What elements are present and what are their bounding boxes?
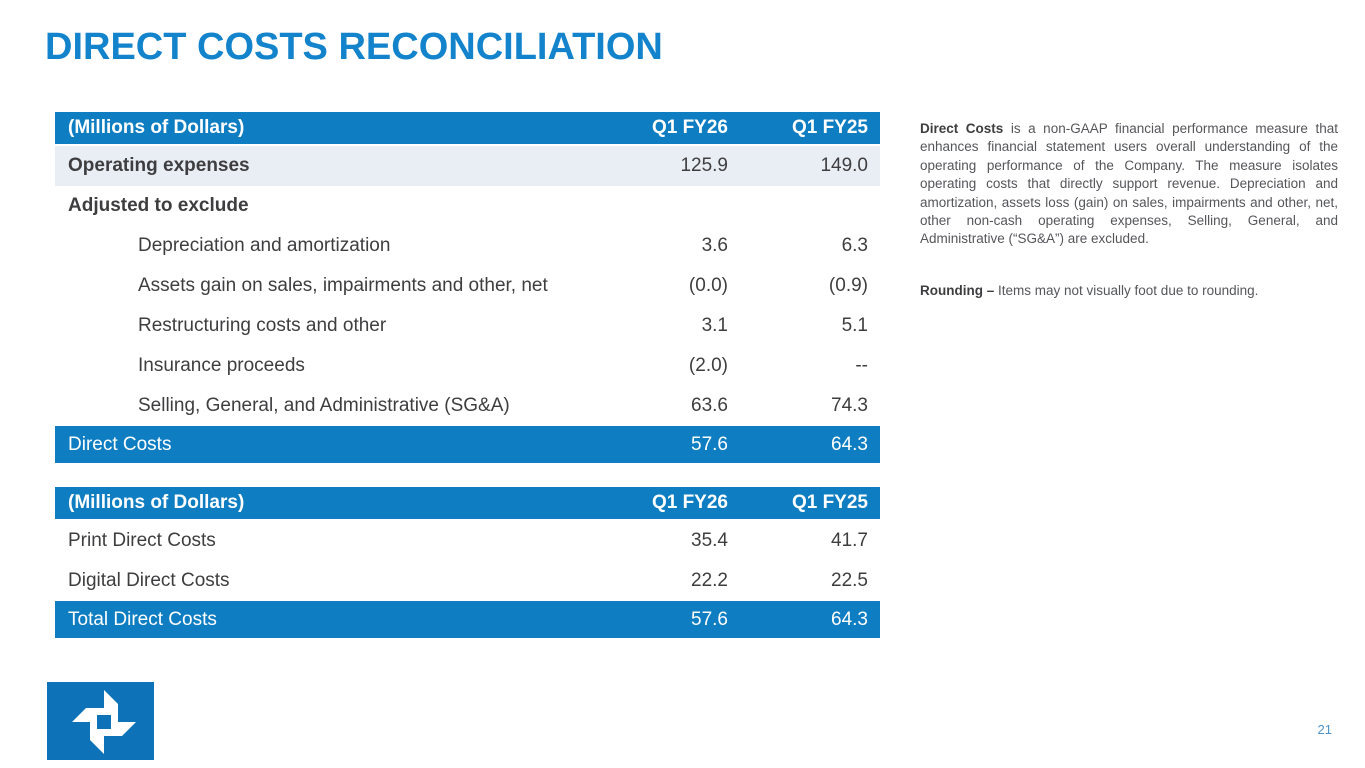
table-row bbox=[55, 306, 880, 346]
table-total-row bbox=[55, 601, 880, 638]
table-row bbox=[55, 226, 880, 266]
row-label: Adjusted to exclude bbox=[68, 195, 249, 216]
row-label: Digital Direct Costs bbox=[68, 570, 230, 591]
total-row-label: Direct Costs bbox=[68, 433, 172, 455]
row-value-fy25: 74.3 bbox=[831, 395, 868, 416]
row-value-fy25: 5.1 bbox=[841, 315, 868, 336]
row-value-fy26: (0.0) bbox=[688, 275, 728, 296]
row-value-fy25: (0.9) bbox=[828, 275, 868, 296]
table-header-row bbox=[55, 487, 880, 521]
table-row bbox=[55, 561, 880, 601]
row-label: Depreciation and amortization bbox=[138, 235, 391, 256]
direct-costs-reconciliation-table bbox=[55, 112, 880, 463]
row-value-fy26: 125.9 bbox=[680, 155, 728, 176]
page-number: 21 bbox=[1317, 722, 1332, 737]
table-row bbox=[55, 266, 880, 306]
total-value-fy25: 64.3 bbox=[831, 433, 868, 455]
notes-panel bbox=[920, 120, 1338, 300]
page-title: DIRECT COSTS RECONCILIATION bbox=[45, 26, 663, 68]
row-value-fy26: 22.2 bbox=[691, 570, 728, 591]
table-row bbox=[55, 146, 880, 186]
total-value-fy26: 57.6 bbox=[691, 608, 728, 630]
pinwheel-logo-icon bbox=[47, 682, 154, 760]
direct-costs-definition-text: is a non-GAAP financial performance measure that enhances financial statement users overall understanding of the operating performance of the Company. The measure isolates operating costs that directly support revenue. Depreciation and amortization, assets loss (gain) on sales, impairments and other, net, other non-cash operating expenses, Selling, General, and Administrative (“SG&A”) are excluded. bbox=[920, 121, 1338, 247]
column-header-q1-fy26: Q1 FY26 bbox=[651, 117, 728, 138]
row-label: Print Direct Costs bbox=[68, 530, 216, 551]
total-value-fy26: 57.6 bbox=[691, 433, 728, 455]
table-row bbox=[55, 386, 880, 426]
total-row-label: Total Direct Costs bbox=[68, 608, 217, 630]
rounding-note bbox=[920, 282, 1338, 300]
row-value-fy26: 35.4 bbox=[691, 530, 728, 551]
column-header-q1-fy25: Q1 FY25 bbox=[791, 117, 868, 138]
row-value-fy25: -- bbox=[855, 355, 868, 376]
rounding-note-text: Items may not visually foot due to rounding. bbox=[994, 282, 1259, 298]
row-value-fy25: 6.3 bbox=[841, 235, 868, 256]
row-label: Selling, General, and Administrative (SG&A) bbox=[138, 395, 510, 416]
column-header-q1-fy26: Q1 FY26 bbox=[651, 492, 728, 513]
row-value-fy25: 41.7 bbox=[831, 530, 868, 551]
total-value-fy25: 64.3 bbox=[831, 608, 868, 630]
row-label: Operating expenses bbox=[68, 155, 250, 176]
row-value-fy25: 149.0 bbox=[820, 155, 868, 176]
column-header-q1-fy25: Q1 FY25 bbox=[791, 492, 868, 513]
row-label: Insurance proceeds bbox=[138, 355, 305, 376]
table-row bbox=[55, 521, 880, 561]
direct-costs-split-table bbox=[55, 487, 880, 638]
row-value-fy26: 63.6 bbox=[691, 395, 728, 416]
row-label: Assets gain on sales, impairments and other, net bbox=[138, 275, 548, 296]
table-row bbox=[55, 346, 880, 386]
table-total-row bbox=[55, 426, 880, 463]
company-logo bbox=[47, 682, 154, 760]
direct-costs-definition bbox=[920, 120, 1338, 249]
row-value-fy26: (2.0) bbox=[688, 355, 728, 376]
row-value-fy26: 3.6 bbox=[701, 235, 728, 256]
table-header-units: (Millions of Dollars) bbox=[68, 117, 245, 138]
table-row bbox=[55, 186, 880, 226]
row-value-fy25: 22.5 bbox=[831, 570, 868, 591]
table-header-units: (Millions of Dollars) bbox=[68, 492, 245, 513]
row-label: Restructuring costs and other bbox=[138, 315, 387, 336]
direct-costs-term: Direct Costs bbox=[920, 121, 1004, 136]
table-header-row bbox=[55, 112, 880, 146]
rounding-term: Rounding – bbox=[920, 282, 995, 298]
row-value-fy26: 3.1 bbox=[701, 315, 728, 336]
